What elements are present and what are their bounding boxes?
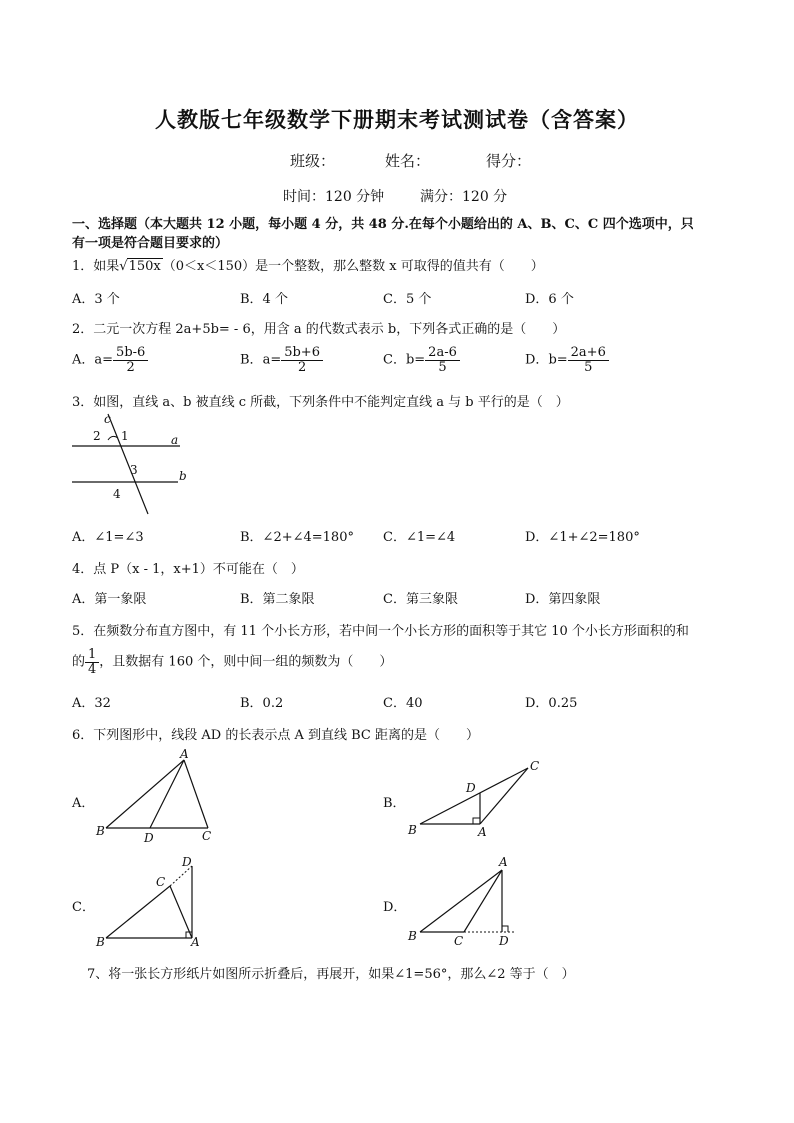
svg-text:D: D: [144, 831, 154, 845]
label-1: 1: [121, 429, 129, 443]
q6-option-a-label: A．: [72, 796, 95, 811]
svg-text:B: B: [96, 824, 105, 838]
svg-text:D: D: [182, 855, 192, 869]
q1-option-d: D．6 个: [525, 292, 574, 307]
q3-figure-parallel-lines: [68, 410, 198, 518]
q1-prefix: 1．如果: [72, 259, 120, 274]
q5-option-b: B．0.2: [240, 696, 284, 711]
q3-option-a: A．∠1=∠3: [72, 530, 144, 545]
question-6: 6．下列图形中，线段 AD 的长表示点 A 到直线 BC 距离的是（ ）: [72, 728, 480, 743]
label-a: a: [171, 433, 179, 447]
label-2: 2: [93, 429, 101, 443]
name-label: 姓名：: [385, 152, 431, 170]
svg-text:C: C: [530, 759, 540, 773]
q6-option-b-label: B．: [383, 796, 406, 811]
q5-option-a: A．32: [72, 696, 111, 711]
section-heading-line2: 有一项是符合题目要求的）: [72, 236, 229, 251]
q2-option-b: B．a= $\frac{5b+6}{2}$: [240, 346, 323, 374]
q2-option-a: A．a= $\frac{5b-6}{2}$: [72, 346, 148, 374]
full-score-text: 满分：120 分: [420, 189, 508, 205]
q6-option-d-label: D．: [383, 900, 407, 915]
svg-text:A: A: [191, 935, 200, 949]
sqrt-sign: √: [119, 259, 128, 274]
svg-text:A: A: [180, 748, 189, 761]
q4-option-c: C．第三象限: [383, 592, 458, 607]
svg-text:A: A: [478, 825, 487, 839]
q6-figure-c: [92, 852, 222, 952]
q3-option-d: D．∠1+∠2=180°: [525, 530, 640, 545]
q4-option-b: B．第二象限: [240, 592, 315, 607]
label-b: b: [179, 469, 187, 483]
page-title: 人教版七年级数学下册期末考试测试卷（含答案）: [155, 107, 639, 132]
svg-text:D: D: [466, 781, 476, 795]
question-7: 7、将一张长方形纸片如图所示折叠后，再展开，如果∠1=56°，那么∠2 等于（ ）: [87, 967, 575, 982]
svg-text:A: A: [499, 855, 508, 869]
time-text: 时间：120 分钟: [283, 189, 385, 205]
question-1: [72, 255, 544, 274]
label-3: 3: [130, 463, 138, 477]
class-label: 班级：: [290, 152, 336, 170]
question-2: 2．二元一次方程 2a+5b= - 6，用含 a 的代数式表示 b，下列各式正确的是（ ）: [72, 322, 566, 337]
label-4: 4: [113, 487, 121, 501]
question-4: 4．点 P（x - 1，x+1）不可能在（ ）: [72, 562, 304, 577]
svg-text:C: C: [202, 829, 212, 843]
question-3: 3．如图，直线 a、b 被直线 c 所截，下列条件中不能判定直线 a 与 b 平行的是（ ）: [72, 395, 569, 410]
svg-text:C: C: [454, 934, 464, 948]
q1-suffix: （0＜x＜150）是一个整数，那么整数 x 可取得的值共有（ ）: [162, 259, 544, 274]
q1-radicand: 150x: [128, 259, 161, 274]
question-5-line1: 5．在频数分布直方图中，有 11 个小长方形，若中间一个小长方形的面积等于其它 10 个小长方形面积的和: [72, 624, 689, 639]
q2-option-c: C．b= $\frac{2a-6}{5}$: [383, 346, 460, 374]
angle-arc: [108, 436, 118, 440]
section-heading-line1: 一、选择题（本大题共 12 小题，每小题 4 分，共 48 分.在每个小题给出的 A、B、C、C 四个选项中，只: [72, 217, 694, 232]
q5-option-c: C．40: [383, 696, 423, 711]
svg-text:D: D: [499, 934, 509, 948]
q6-figure-a: [92, 748, 222, 848]
question-5-line2: 的 $\frac{1}{4}$ ，且数据有 160 个，则中间一组的频数为（ ）: [72, 647, 393, 677]
score-label: 得分：: [486, 152, 532, 170]
svg-text:B: B: [408, 929, 417, 943]
q3-option-b: B．∠2+∠4=180°: [240, 530, 354, 545]
q4-option-d: D．第四象限: [525, 592, 601, 607]
q6-figure-b: [400, 756, 550, 840]
svg-text:B: B: [408, 823, 417, 837]
q5-option-d: D．0.25: [525, 696, 578, 711]
label-c: c: [104, 412, 111, 426]
q2-option-d: D．b= $\frac{2a+6}{5}$: [525, 346, 609, 374]
q6-figure-d: [402, 852, 532, 952]
q1-option-a: A．3 个: [72, 292, 120, 307]
q4-option-a: A．第一象限: [72, 592, 147, 607]
q1-option-b: B．4 个: [240, 292, 288, 307]
q3-option-c: C．∠1=∠4: [383, 530, 456, 545]
svg-text:B: B: [96, 935, 105, 949]
svg-text:C: C: [156, 875, 166, 889]
q6-option-c-label: C．: [72, 900, 95, 915]
q1-option-c: C．5 个: [383, 292, 432, 307]
